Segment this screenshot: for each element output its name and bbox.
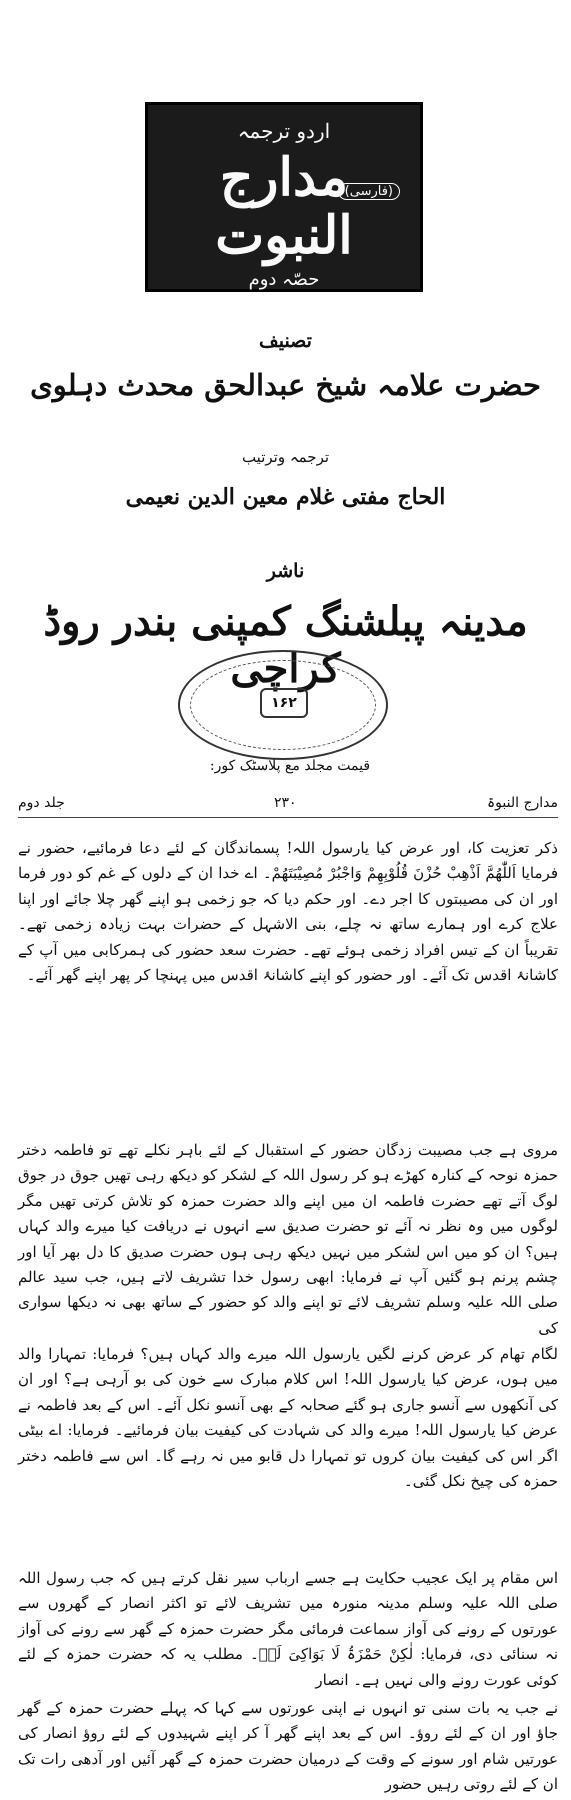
language-tag: (فارسی) xyxy=(338,183,400,200)
paragraph-5 xyxy=(18,1696,558,1798)
title-box xyxy=(145,102,423,292)
paragraph-5-text: نے جب یہ بات سنی تو انہوں نے اپنی عورتوں سے کہا کہ پہلے حضرت حمزہ کے گھر جاؤ اور ان کے لئے روؤ۔ اس کے بعد اپنے گھر آ کر اپنے شہیدوں کے لئے روؤ انصار کی عورتیں شام اور سونے کے وقت کے درمیان حضرت حمزہ کے گھر آئیں اور آدھی رات تک ان کے لئے روتی رہیں حضور xyxy=(18,1699,558,1794)
header-page-number: ۲۳۰ xyxy=(274,795,297,811)
paragraph-3-text: لگام تھام کر عرض کرنے لگیں یارسول اللہ میرے والد کہاں ہیں؟ فرمایا: تمہارا والد میں ہوں، عرض کیا یارسول اللہ! اس کلام مبارک سے خون کی بو آرہی ہے؟ اور ان کی آنکھوں سے آنسو جاری ہو گئے صحابہ کے بھی آنسو نکل آئے۔ اس کے بعد فاطمہ نے عرض کیا یارسول اللہ! میرے والد کی شہادت کی کیفیت بیان فرمائیے۔ فرمایا: اے بیٹی اگر اس کی کیفیت بیان کروں تو تمہارا دل قابو میں نہ رہے گا۔ اس سے فاطمہ دختر حمزہ کی چیخ نکل گئی۔ xyxy=(18,1345,558,1491)
translator-name: الحاج مفتی غلام معین الدین نعیمی xyxy=(125,484,446,510)
publisher-label: ناشر xyxy=(266,560,305,582)
volume-title: حصّہ دوم xyxy=(248,269,320,290)
paragraph-2-text: مروی ہے جب مصیبت زدگان حضور کے استقبال کے لئے باہر نکلے تھے تو فاطمہ دختر حمزہ نوحہ کے کنارہ کھڑے ہو کر رسول اللہ کے لشکر کو دیکھ رہی تھیں جوق در جوق لوگ آتے تھے حضرت فاطمہ ان میں اپنے والد حضرت حمزہ کو تلاش کرتی تھیں مگر لوگوں میں وہ نظر نہ آئے تو حضرت صدیق سے انہوں نے دریافت کیا میرے والد کہاں ہیں؟ ان کو میں اس لشکر میں نہیں دیکھ رہی ہوں حضرت صدیق کا دل بھر آیا اور چشم پرنم ہو گئیں آپ نے فرمایا: ابھی رسول خدا تشریف لاتے ہیں، جب سید عالم صلی اللہ علیہ وسلم تشریف لائے تو اپنے والد کو حضور کے ساتھ بھی نہ دیکھا سواری کی xyxy=(18,1141,558,1337)
publisher-name: مدینہ پبلشنگ کمپنی بندر روڈ کراچی xyxy=(43,598,528,692)
header-volume: جلد دوم xyxy=(18,795,65,811)
publisher-stamp xyxy=(178,650,388,760)
stamp-number: ۱۶۲ xyxy=(260,688,308,718)
paragraph-1-body: یارسول اللہ! پسماندگان کے لئے دعا فرمائیے، حضور نے فرمایا اَللّٰھُمَّ اَذْھِبْ حُزْنَ قُلُوْبِھِمْ وَاجْبُرْ مُصِیْبَتَھُمْ۔ اے خدا ان کے دلوں کے غم کو دور فرما اور ان کی مصیبتوں کا اجر دے۔ اور حکم دیا کہ جو زخمی ہو اپنے گھر چلا جائے اور اپنا علاج کرے اور ہمارے ساتھ نہ چلے، بنی الاشہل کے حضرات بہت زیادہ زخمی تھے۔ تقریباً ان کے تیس افراد زخمی ہوئے تھے۔ حضرت سعد حضور کی ہمرکابی میں آپ کے کاشانۂ اقدس تک آئے۔ اور حضور کو اپنے کاشانۂ اقدس میں پہنچا کر پھر اپنے گھر آئے۔ xyxy=(18,839,558,985)
page-header xyxy=(18,795,558,818)
book-title: مدارج النبوت xyxy=(215,147,353,266)
paragraph-1 xyxy=(18,836,558,988)
author-name: حضرت علامہ شیخ عبدالحق محدث دہلوی xyxy=(30,368,541,402)
paragraph-1-lead: ذکر تعزیت کا، اور عرض کیا xyxy=(376,839,558,857)
paragraph-4 xyxy=(18,1566,558,1693)
paragraph-2 xyxy=(18,1138,558,1341)
translation-label: ترجمہ وترتیب xyxy=(241,448,330,466)
price-line: قیمت مجلد مع پلاسٹک کور: xyxy=(209,758,371,774)
paragraph-4-text: اس مقام پر ایک عجیب حکایت ہے جسے ارباب سیر نقل کرتے ہیں کہ جب رسول اللہ صلی اللہ علیہ وسلم مدینہ منورہ میں تشریف لائے تو اکثر انصار کے گھروں سے عورتوں کے رونے کی آواز سماعت فرمائی مگر حضرت حمزہ کے گھر سے رونے کی آواز نہ سنائی دی، فرمایا: لٰکِنْ حَمْزَۃُ لَا بَوَاکِیَ لَہٗ۔ مطلب یہ کہ حضرت حمزہ کے لئے کوئی عورت رونے والی نہیں ہے۔ انصار xyxy=(18,1569,558,1689)
paragraph-3 xyxy=(18,1342,558,1494)
header-book-title: مدارج النبوۃ xyxy=(486,795,558,811)
author-label: تصنیف xyxy=(259,330,312,352)
pre-title: اردو ترجمہ xyxy=(237,119,331,143)
